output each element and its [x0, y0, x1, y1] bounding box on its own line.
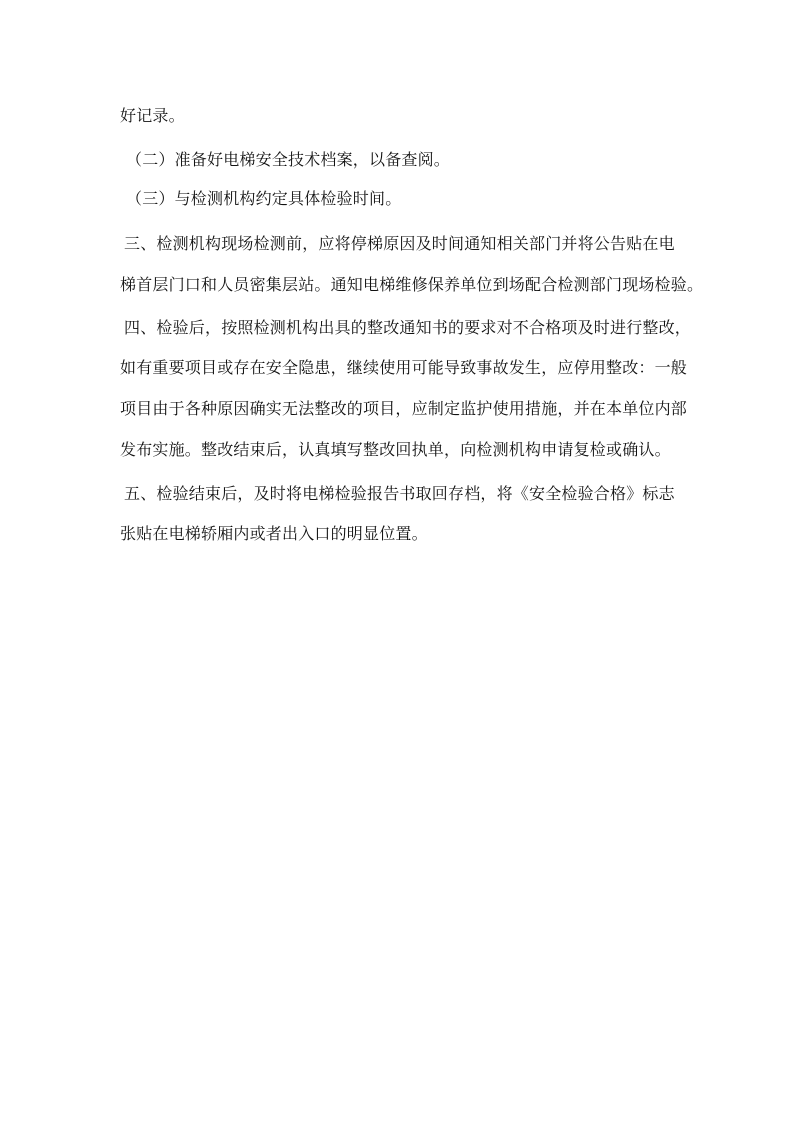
text-line-7: 如有重要项目或存在安全隐患，继续使用可能导致事故发生，应停用整改：一般: [120, 358, 688, 377]
text-line-3: （三）与检测机构约定具体检验时间。: [126, 189, 402, 208]
text-line-4: 三、检测机构现场检测前，应将停梯原因及时间通知相关部门并将公告贴在电: [124, 234, 675, 253]
text-line-1: 好记录。: [120, 106, 185, 125]
text-line-2: （二）准备好电梯安全技术档案，以备查阅。: [126, 150, 451, 169]
text-line-8: 项目由于各种原因确实无法整改的项目，应制定监护使用措施，并在本单位内部: [120, 399, 688, 418]
text-line-10: 五、检验结束后，及时将电梯检验报告书取回存档，将《安全检验合格》标志: [124, 484, 675, 503]
text-line-6: 四、检验后，按照检测机构出具的整改通知书的要求对不合格项及时进行整改，: [124, 318, 692, 337]
text-line-5: 梯首层门口和人员密集层站。通知电梯维修保养单位到场配合检测部门现场检验。: [120, 275, 704, 294]
text-line-9: 发布实施。整改结束后，认真填写整改回执单，向检测机构申请复检或确认。: [120, 440, 671, 459]
text-line-11: 张贴在电梯轿厢内或者出入口的明显位置。: [120, 524, 428, 543]
